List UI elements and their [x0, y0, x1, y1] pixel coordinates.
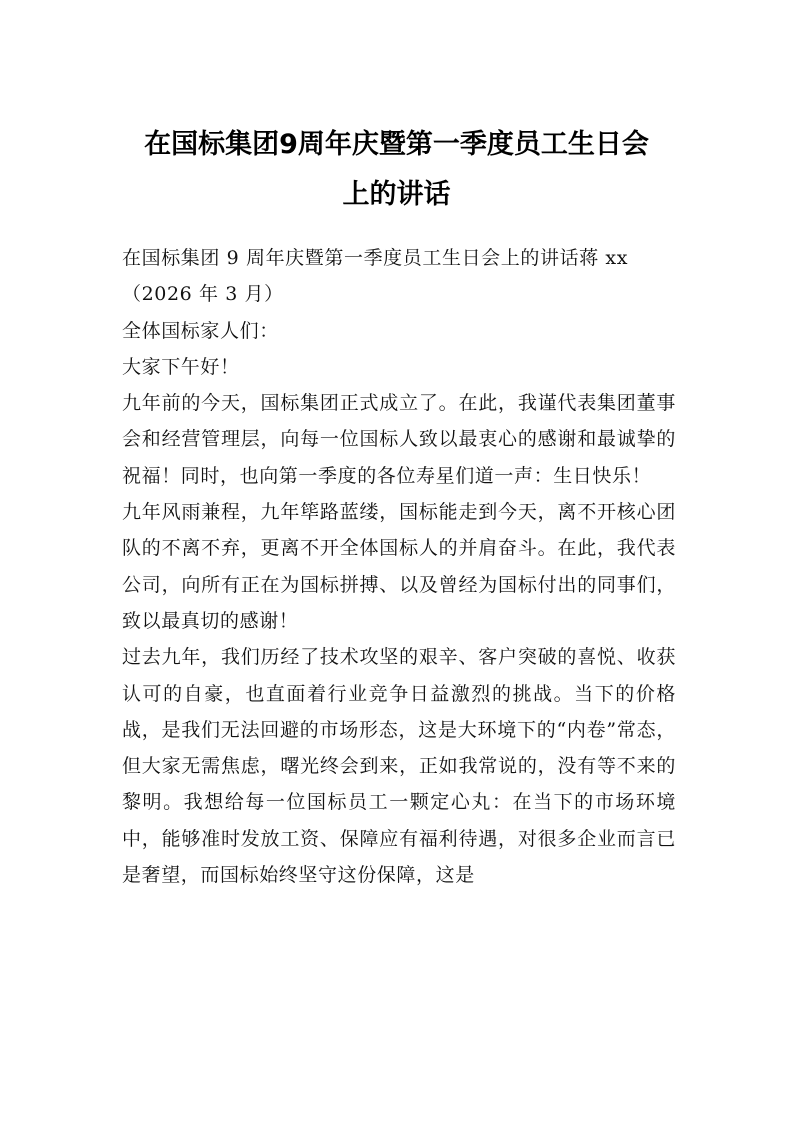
greeting: 大家下午好！ [122, 355, 240, 378]
body-paragraph: 九年前的今天，国标集团正式成立了。在此，我谨代表集团董事会和经营管理层，向每一位国标人致以最衷心的感谢和最诚挚的祝福！同时，也向第一季度的各位寿星们道一声：生日快乐！ [122, 392, 676, 487]
body-paragraph: 九年风雨兼程，九年筚路蓝缕，国标能走到今天，离不开核心团队的不离不弃，更离不开全体国标人的并肩奋斗。在此，我代表公司，向所有正在为国标拼搏、以及曾经为国标付出的同事们，致以最真切的感谢！ [122, 501, 676, 632]
document-title-line-2: 上的讲话 [342, 179, 451, 210]
subtitle-line: 在国标集团 9 周年庆暨第一季度员工生日会上的讲话蒋 xx [122, 247, 629, 269]
body-paragraph: 过去九年，我们历经了技术攻坚的艰辛、客户突破的喜悦、收获认可的自豪，也直面着行业竞争日益激烈的挑战。当下的价格战，是我们无法回避的市场形态，这是大环境下的“内卷”常态，但大家无需焦虑，曙光终会到来，正如我常说的，没有等不来的黎明。我想给每一位国标员工一颗定心丸：在当下的市场环境中，能够准时发放工资、保障应有福利待遇，对很多企业而言已是奢望，而国标始终坚守这份保障，这是 [122, 646, 676, 887]
document-body [122, 240, 676, 893]
document-title-line-1: 在国标集团9周年庆暨第一季度员工生日会 [144, 129, 649, 160]
salutation: 全体国标家人们： [122, 319, 279, 342]
date-line: （2026 年 3 月） [122, 283, 284, 306]
